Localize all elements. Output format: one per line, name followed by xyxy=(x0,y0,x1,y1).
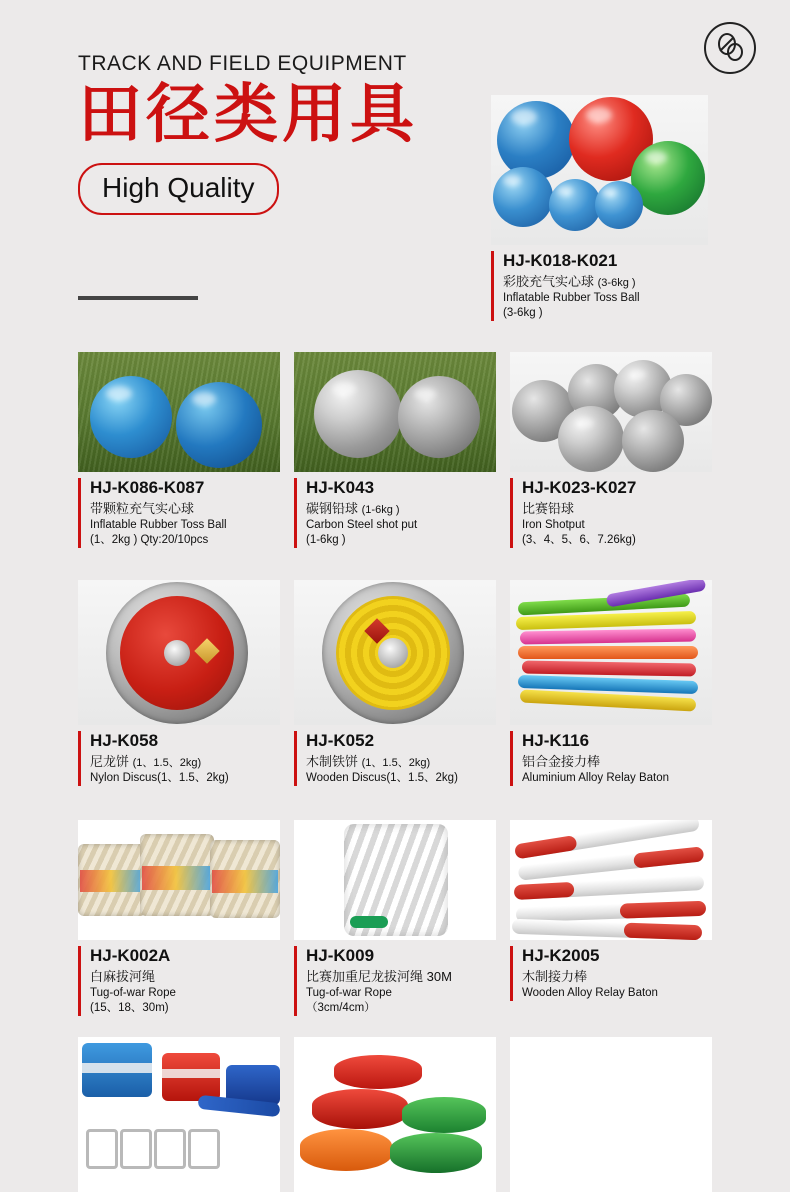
product-image-7 xyxy=(78,820,280,940)
product-name-cn-3: 比赛铅球 xyxy=(522,500,575,516)
page-title-english: TRACK AND FIELD EQUIPMENT xyxy=(78,52,407,75)
product-spec-en-2: (1-6kg ) xyxy=(306,534,346,547)
product-caption-7 xyxy=(78,946,280,1016)
product-caption-2 xyxy=(294,478,496,548)
product-code-0: HJ-K018-K021 xyxy=(503,251,618,270)
product-name-en-2: Carbon Steel shot put xyxy=(306,519,418,532)
product-image-5 xyxy=(294,580,496,725)
product-code-1: HJ-K086-K087 xyxy=(90,478,205,497)
product-caption-8 xyxy=(294,946,496,1016)
bottom-image-1 xyxy=(294,1037,496,1192)
product-caption-6 xyxy=(510,731,712,786)
product-spec-en-8: （3cm/4cm） xyxy=(306,1001,376,1014)
product-caption-1 xyxy=(78,478,280,548)
product-image-6 xyxy=(510,580,712,725)
product-code-7: HJ-K002A xyxy=(90,946,171,965)
product-name-cn-0: 彩胶充气实心球 (3-6kg ) xyxy=(503,273,636,289)
product-caption-5 xyxy=(294,731,496,786)
product-card-3 xyxy=(510,352,712,548)
page-title-chinese: 田径类用具 xyxy=(78,78,418,152)
product-spec-en-3: (3、4、5、6、7.26kg) xyxy=(522,533,636,546)
product-caption-3 xyxy=(510,478,712,548)
product-card-6 xyxy=(510,580,712,786)
product-row-2 xyxy=(78,580,713,805)
product-card-1 xyxy=(78,352,280,548)
product-name-cn-2: 碳钢铅球 (1-6kg ) xyxy=(306,500,400,516)
product-image-1 xyxy=(78,352,280,472)
product-caption-4 xyxy=(78,731,280,786)
product-row-3 xyxy=(78,820,713,1020)
product-name-en-7: Tug-of-war Rope xyxy=(90,986,176,999)
product-spec-en-1: (1、2kg ) Qty:20/10pcs xyxy=(90,533,209,546)
product-card-5 xyxy=(294,580,496,786)
product-code-9: HJ-K2005 xyxy=(522,946,600,965)
product-image-9 xyxy=(510,820,712,940)
product-image-4 xyxy=(78,580,280,725)
product-name-en-4: Nylon Discus(1、1.5、2kg) xyxy=(90,772,229,785)
product-name-en-1: Inflatable Rubber Toss Ball xyxy=(90,518,227,531)
bottom-image-strip xyxy=(78,1037,713,1192)
header-divider xyxy=(78,296,198,300)
product-image-3 xyxy=(510,352,712,472)
product-code-3: HJ-K023-K027 xyxy=(522,478,637,497)
product-card-0 xyxy=(491,95,708,321)
product-row-1 xyxy=(78,352,713,557)
product-code-5: HJ-K052 xyxy=(306,731,375,750)
product-card-7 xyxy=(78,820,280,1016)
product-code-8: HJ-K009 xyxy=(306,946,375,965)
product-name-en-9: Wooden Alloy Relay Baton xyxy=(522,986,658,999)
page-header xyxy=(78,52,498,215)
product-name-cn-1: 带颗粒充气实心球 xyxy=(90,500,195,516)
product-name-en-8: Tug-of-war Rope xyxy=(306,986,392,999)
product-name-en-6: Aluminium Alloy Relay Baton xyxy=(522,771,670,784)
product-card-2 xyxy=(294,352,496,548)
product-name-en-5: Wooden Discus(1、1.5、2kg) xyxy=(306,772,458,785)
product-name-cn-5: 木制铁饼 (1、1.5、2kg) xyxy=(306,753,431,769)
bottom-image-0 xyxy=(78,1037,280,1192)
company-logo-icon xyxy=(704,22,756,74)
product-caption-9 xyxy=(510,946,712,1001)
product-name-cn-6: 铝合金接力棒 xyxy=(522,753,601,769)
product-card-9 xyxy=(510,820,712,1001)
product-spec-en-7: (15、18、30m) xyxy=(90,1001,169,1014)
product-name-cn-9: 木制接力棒 xyxy=(522,968,588,984)
product-image-2 xyxy=(294,352,496,472)
product-name-cn-8: 比赛加重尼龙拔河绳 30M xyxy=(306,968,452,984)
product-spec-en-0: (3-6kg ) xyxy=(503,307,543,320)
product-card-8 xyxy=(294,820,496,1016)
product-name-cn-4: 尼龙饼 (1、1.5、2kg) xyxy=(90,753,202,769)
product-name-en-0: Inflatable Rubber Toss Ball xyxy=(503,292,640,305)
bottom-image-2 xyxy=(510,1037,712,1192)
product-caption-0 xyxy=(491,251,708,321)
product-image-8 xyxy=(294,820,496,940)
product-name-en-3: Iron Shotput xyxy=(522,518,585,531)
product-card-4 xyxy=(78,580,280,786)
product-image-0 xyxy=(491,95,708,245)
product-name-cn-7: 白麻拔河绳 xyxy=(90,968,156,984)
product-code-4: HJ-K058 xyxy=(90,731,159,750)
product-code-6: HJ-K116 xyxy=(522,731,590,750)
product-code-2: HJ-K043 xyxy=(306,478,375,497)
quality-badge: High Quality xyxy=(78,163,279,215)
